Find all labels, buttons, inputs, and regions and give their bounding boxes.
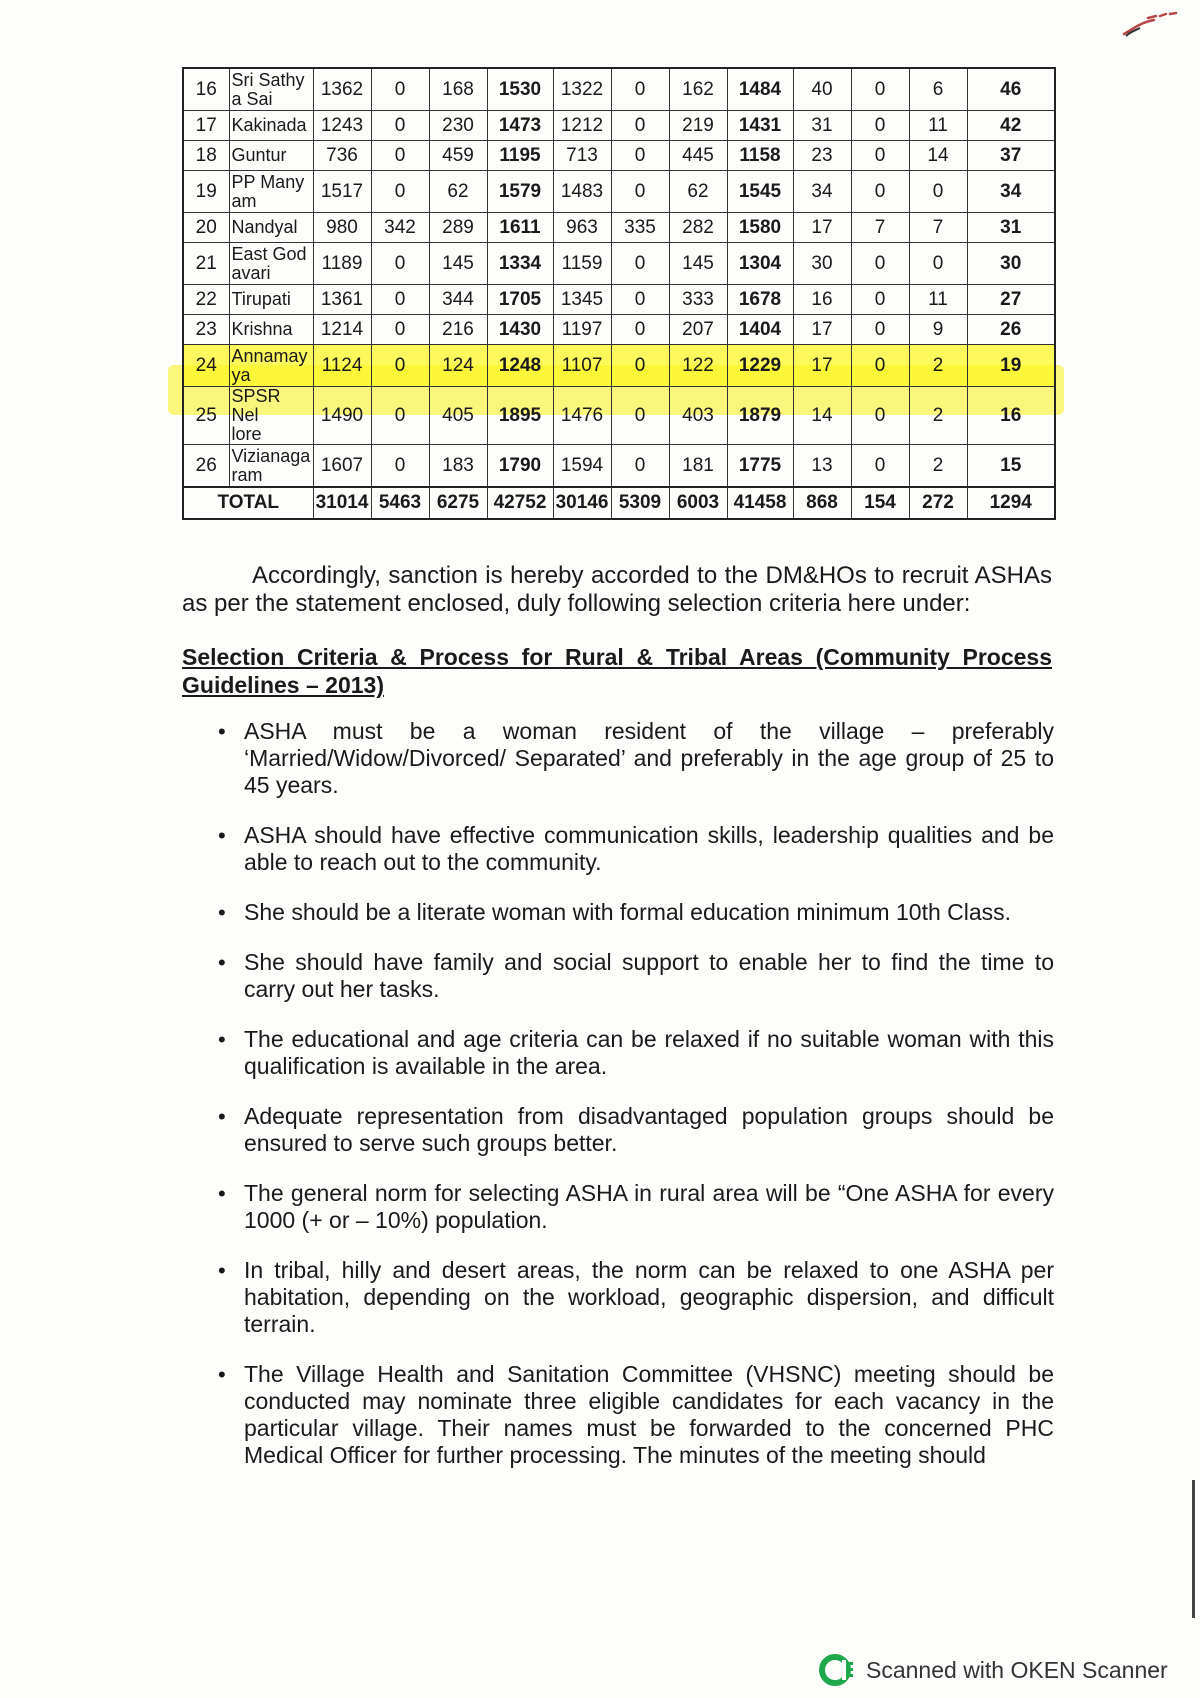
total-value-cell: 5463 xyxy=(371,487,429,519)
district-name-cell xyxy=(229,213,313,243)
row-number-cell: 18 xyxy=(183,141,229,171)
value-cell: 13 xyxy=(793,445,851,488)
value-cell: 963 xyxy=(553,213,611,243)
district-name-part: am xyxy=(231,190,257,211)
row-number-cell: 19 xyxy=(183,171,229,213)
table-row xyxy=(183,345,1055,387)
table-row xyxy=(183,213,1055,243)
value-cell: 1361 xyxy=(313,285,371,315)
value-cell: 0 xyxy=(611,387,669,445)
value-cell: 0 xyxy=(611,171,669,213)
value-cell: 1159 xyxy=(553,243,611,285)
value-cell: 1304 xyxy=(727,243,793,285)
criteria-item: • The Village Health and Sanitation Committee (VHSNC) meeting should be conducted may nominate three eligible candidates for each vacancy in the particular village. Their names must be forwarded to the concerned PHC Medical Officer for further processing. The minutes of the meeting should xyxy=(218,1361,1054,1469)
intro-text: Accordingly, sanction is hereby accorded to the DM&HOs to recruit ASHAs as per the statement enclosed, duly following selection criteria here under: xyxy=(182,562,1052,617)
value-cell: 0 xyxy=(851,171,909,213)
value-cell: 1243 xyxy=(313,111,371,141)
value-cell: 333 xyxy=(669,285,727,315)
value-cell: 162 xyxy=(669,68,727,111)
page-edge-line xyxy=(1192,1480,1195,1618)
value-cell: 122 xyxy=(669,345,727,387)
total-label-cell: TOTAL xyxy=(183,487,313,519)
value-cell: 0 xyxy=(371,345,429,387)
value-cell: 980 xyxy=(313,213,371,243)
value-cell: 0 xyxy=(371,285,429,315)
value-cell: 1473 xyxy=(487,111,553,141)
value-cell: 9 xyxy=(909,315,967,345)
value-cell: 16 xyxy=(967,387,1055,445)
value-cell: 0 xyxy=(851,141,909,171)
value-cell: 1158 xyxy=(727,141,793,171)
district-name-cell xyxy=(229,141,313,171)
value-cell: 1484 xyxy=(727,68,793,111)
district-name-cell xyxy=(229,315,313,345)
value-cell: 0 xyxy=(371,111,429,141)
total-value-cell: 272 xyxy=(909,487,967,519)
value-cell: 181 xyxy=(669,445,727,488)
district-name-cell xyxy=(229,285,313,315)
value-cell: 0 xyxy=(371,387,429,445)
value-cell: 34 xyxy=(793,171,851,213)
row-number-cell: 22 xyxy=(183,285,229,315)
value-cell: 1195 xyxy=(487,141,553,171)
value-cell: 17 xyxy=(793,213,851,243)
district-name-cell xyxy=(229,445,313,488)
value-cell: 14 xyxy=(909,141,967,171)
criteria-item: • She should be a literate woman with formal education minimum 10th Class. xyxy=(218,899,1054,926)
value-cell: 0 xyxy=(909,243,967,285)
value-cell: 282 xyxy=(669,213,727,243)
value-cell: 17 xyxy=(793,345,851,387)
criteria-item: • ASHA should have effective communication skills, leadership qualities and be able to reach out to the community. xyxy=(218,822,1054,876)
row-number-cell: 17 xyxy=(183,111,229,141)
table-row xyxy=(183,315,1055,345)
value-cell: 1248 xyxy=(487,345,553,387)
value-cell: 1530 xyxy=(487,68,553,111)
value-cell: 736 xyxy=(313,141,371,171)
criteria-item: • She should have family and social support to enable her to find the time to carry out her tasks. xyxy=(218,949,1054,1003)
value-cell: 0 xyxy=(851,285,909,315)
table-row xyxy=(183,111,1055,141)
district-name-part: Krishna xyxy=(231,319,293,339)
oken-scanner-logo-icon xyxy=(818,1652,856,1688)
value-cell: 1580 xyxy=(727,213,793,243)
total-value-cell: 154 xyxy=(851,487,909,519)
criteria-item: • ASHA must be a woman resident of the village – preferably ‘Married/Widow/Divorced/ Separated’ and preferably in the age group of 25 to 45 years. xyxy=(218,718,1054,799)
value-cell: 46 xyxy=(967,68,1055,111)
value-cell: 1476 xyxy=(553,387,611,445)
total-value-cell: 31014 xyxy=(313,487,371,519)
value-cell: 1197 xyxy=(553,315,611,345)
value-cell: 1490 xyxy=(313,387,371,445)
value-cell: 183 xyxy=(429,445,487,488)
value-cell: 0 xyxy=(371,68,429,111)
district-name-cell xyxy=(229,111,313,141)
district-name-part: SPSR Nel xyxy=(231,386,281,425)
value-cell: 62 xyxy=(669,171,727,213)
table-row xyxy=(183,387,1055,445)
value-cell: 0 xyxy=(611,141,669,171)
district-name-cell xyxy=(229,243,313,285)
district-name-cell xyxy=(229,171,313,213)
value-cell: 1775 xyxy=(727,445,793,488)
value-cell: 30 xyxy=(793,243,851,285)
value-cell: 7 xyxy=(851,213,909,243)
row-number-cell: 20 xyxy=(183,213,229,243)
value-cell: 0 xyxy=(851,445,909,488)
value-cell: 0 xyxy=(371,141,429,171)
value-cell: 0 xyxy=(371,445,429,488)
district-name-part: Tirupati xyxy=(231,289,291,309)
value-cell: 1189 xyxy=(313,243,371,285)
value-cell: 1124 xyxy=(313,345,371,387)
total-value-cell: 6003 xyxy=(669,487,727,519)
district-name-cell xyxy=(229,387,313,445)
value-cell: 1430 xyxy=(487,315,553,345)
value-cell: 145 xyxy=(429,243,487,285)
district-name-part: a Sai xyxy=(231,88,273,109)
value-cell: 1404 xyxy=(727,315,793,345)
district-name-part: Annamay xyxy=(231,345,308,366)
value-cell: 0 xyxy=(611,315,669,345)
total-value-cell: 30146 xyxy=(553,487,611,519)
district-name-part: Sri Sathy xyxy=(231,69,305,90)
value-cell: 34 xyxy=(967,171,1055,213)
value-cell: 17 xyxy=(793,315,851,345)
district-name-part: Nandyal xyxy=(231,217,298,237)
row-number-cell: 16 xyxy=(183,68,229,111)
value-cell: 713 xyxy=(553,141,611,171)
value-cell: 1107 xyxy=(553,345,611,387)
value-cell: 335 xyxy=(611,213,669,243)
value-cell: 344 xyxy=(429,285,487,315)
value-cell: 6 xyxy=(909,68,967,111)
value-cell: 42 xyxy=(967,111,1055,141)
value-cell: 1611 xyxy=(487,213,553,243)
value-cell: 31 xyxy=(793,111,851,141)
value-cell: 445 xyxy=(669,141,727,171)
value-cell: 62 xyxy=(429,171,487,213)
value-cell: 0 xyxy=(851,387,909,445)
value-cell: 216 xyxy=(429,315,487,345)
value-cell: 0 xyxy=(611,243,669,285)
row-number-cell: 26 xyxy=(183,445,229,488)
value-cell: 0 xyxy=(909,171,967,213)
table-row xyxy=(183,68,1055,111)
value-cell: 0 xyxy=(371,315,429,345)
table-row xyxy=(183,171,1055,213)
selection-criteria-heading: Selection Criteria & Process for Rural & Tribal Areas (Community Process Guidelines – 2013) xyxy=(182,644,1052,698)
value-cell: 1895 xyxy=(487,387,553,445)
value-cell: 0 xyxy=(851,315,909,345)
row-number-cell: 25 xyxy=(183,387,229,445)
value-cell: 1579 xyxy=(487,171,553,213)
total-row xyxy=(183,487,1055,519)
district-name-part: Vizianaga xyxy=(231,445,311,466)
value-cell: 19 xyxy=(967,345,1055,387)
value-cell: 26 xyxy=(967,315,1055,345)
value-cell: 7 xyxy=(909,213,967,243)
value-cell: 207 xyxy=(669,315,727,345)
row-number-cell: 23 xyxy=(183,315,229,345)
value-cell: 11 xyxy=(909,111,967,141)
district-name-part: Kakinada xyxy=(231,115,307,135)
value-cell: 11 xyxy=(909,285,967,315)
value-cell: 1879 xyxy=(727,387,793,445)
value-cell: 230 xyxy=(429,111,487,141)
row-number-cell: 21 xyxy=(183,243,229,285)
value-cell: 1345 xyxy=(553,285,611,315)
value-cell: 1214 xyxy=(313,315,371,345)
value-cell: 0 xyxy=(611,345,669,387)
district-name-part: PP Many xyxy=(231,171,305,192)
table-row xyxy=(183,141,1055,171)
value-cell: 168 xyxy=(429,68,487,111)
total-value-cell: 6275 xyxy=(429,487,487,519)
total-value-cell: 1294 xyxy=(967,487,1055,519)
value-cell: 0 xyxy=(611,68,669,111)
total-value-cell: 42752 xyxy=(487,487,553,519)
value-cell: 15 xyxy=(967,445,1055,488)
value-cell: 2 xyxy=(909,445,967,488)
district-name-part: ya xyxy=(231,364,251,385)
value-cell: 0 xyxy=(851,243,909,285)
total-value-cell: 5309 xyxy=(611,487,669,519)
value-cell: 0 xyxy=(851,68,909,111)
district-name-part: lore xyxy=(231,424,262,444)
value-cell: 31 xyxy=(967,213,1055,243)
value-cell: 403 xyxy=(669,387,727,445)
value-cell: 27 xyxy=(967,285,1055,315)
table-row xyxy=(183,243,1055,285)
value-cell: 405 xyxy=(429,387,487,445)
value-cell: 1483 xyxy=(553,171,611,213)
district-name-part: ram xyxy=(231,464,263,485)
value-cell: 0 xyxy=(371,171,429,213)
value-cell: 1545 xyxy=(727,171,793,213)
value-cell: 459 xyxy=(429,141,487,171)
value-cell: 1334 xyxy=(487,243,553,285)
value-cell: 0 xyxy=(371,243,429,285)
value-cell: 0 xyxy=(851,345,909,387)
value-cell: 1517 xyxy=(313,171,371,213)
value-cell: 0 xyxy=(851,111,909,141)
table-row xyxy=(183,285,1055,315)
value-cell: 16 xyxy=(793,285,851,315)
value-cell: 219 xyxy=(669,111,727,141)
value-cell: 2 xyxy=(909,387,967,445)
value-cell: 0 xyxy=(611,111,669,141)
value-cell: 2 xyxy=(909,345,967,387)
value-cell: 342 xyxy=(371,213,429,243)
district-name-cell xyxy=(229,345,313,387)
value-cell: 1705 xyxy=(487,285,553,315)
table-row xyxy=(183,445,1055,488)
value-cell: 1607 xyxy=(313,445,371,488)
value-cell: 0 xyxy=(611,445,669,488)
value-cell: 1229 xyxy=(727,345,793,387)
total-value-cell: 868 xyxy=(793,487,851,519)
value-cell: 37 xyxy=(967,141,1055,171)
value-cell: 289 xyxy=(429,213,487,243)
value-cell: 145 xyxy=(669,243,727,285)
value-cell: 14 xyxy=(793,387,851,445)
criteria-item: • The educational and age criteria can be relaxed if no suitable woman with this qualification is available in the area. xyxy=(218,1026,1054,1080)
value-cell: 0 xyxy=(611,285,669,315)
criteria-item: • In tribal, hilly and desert areas, the norm can be relaxed to one ASHA per habitation, depending on the workload, geographic dispersion, and difficult terrain. xyxy=(218,1257,1054,1338)
district-name-part: avari xyxy=(231,262,271,283)
value-cell: 1322 xyxy=(553,68,611,111)
criteria-item: • The general norm for selecting ASHA in rural area will be “One ASHA for every 1000 (+ or – 10%) population. xyxy=(218,1180,1054,1234)
value-cell: 124 xyxy=(429,345,487,387)
value-cell: 1431 xyxy=(727,111,793,141)
district-name-part: Guntur xyxy=(231,145,287,165)
scanner-watermark-text: Scanned with OKEN Scanner xyxy=(866,1656,1168,1683)
intro-paragraph xyxy=(182,562,1052,618)
total-value-cell: 41458 xyxy=(727,487,793,519)
red-scribble-mark xyxy=(1120,10,1184,40)
criteria-item: • Adequate representation from disadvantaged population groups should be ensured to serve such groups better. xyxy=(218,1103,1054,1157)
district-name-part: East God xyxy=(231,243,307,264)
value-cell: 23 xyxy=(793,141,851,171)
criteria-list xyxy=(218,718,1054,1492)
district-vacancy-table xyxy=(182,67,1056,520)
row-number-cell: 24 xyxy=(183,345,229,387)
district-name-cell xyxy=(229,68,313,111)
value-cell: 1362 xyxy=(313,68,371,111)
value-cell: 1678 xyxy=(727,285,793,315)
value-cell: 40 xyxy=(793,68,851,111)
scanner-watermark xyxy=(818,1650,1168,1690)
value-cell: 1790 xyxy=(487,445,553,488)
value-cell: 30 xyxy=(967,243,1055,285)
value-cell: 1212 xyxy=(553,111,611,141)
value-cell: 1594 xyxy=(553,445,611,488)
